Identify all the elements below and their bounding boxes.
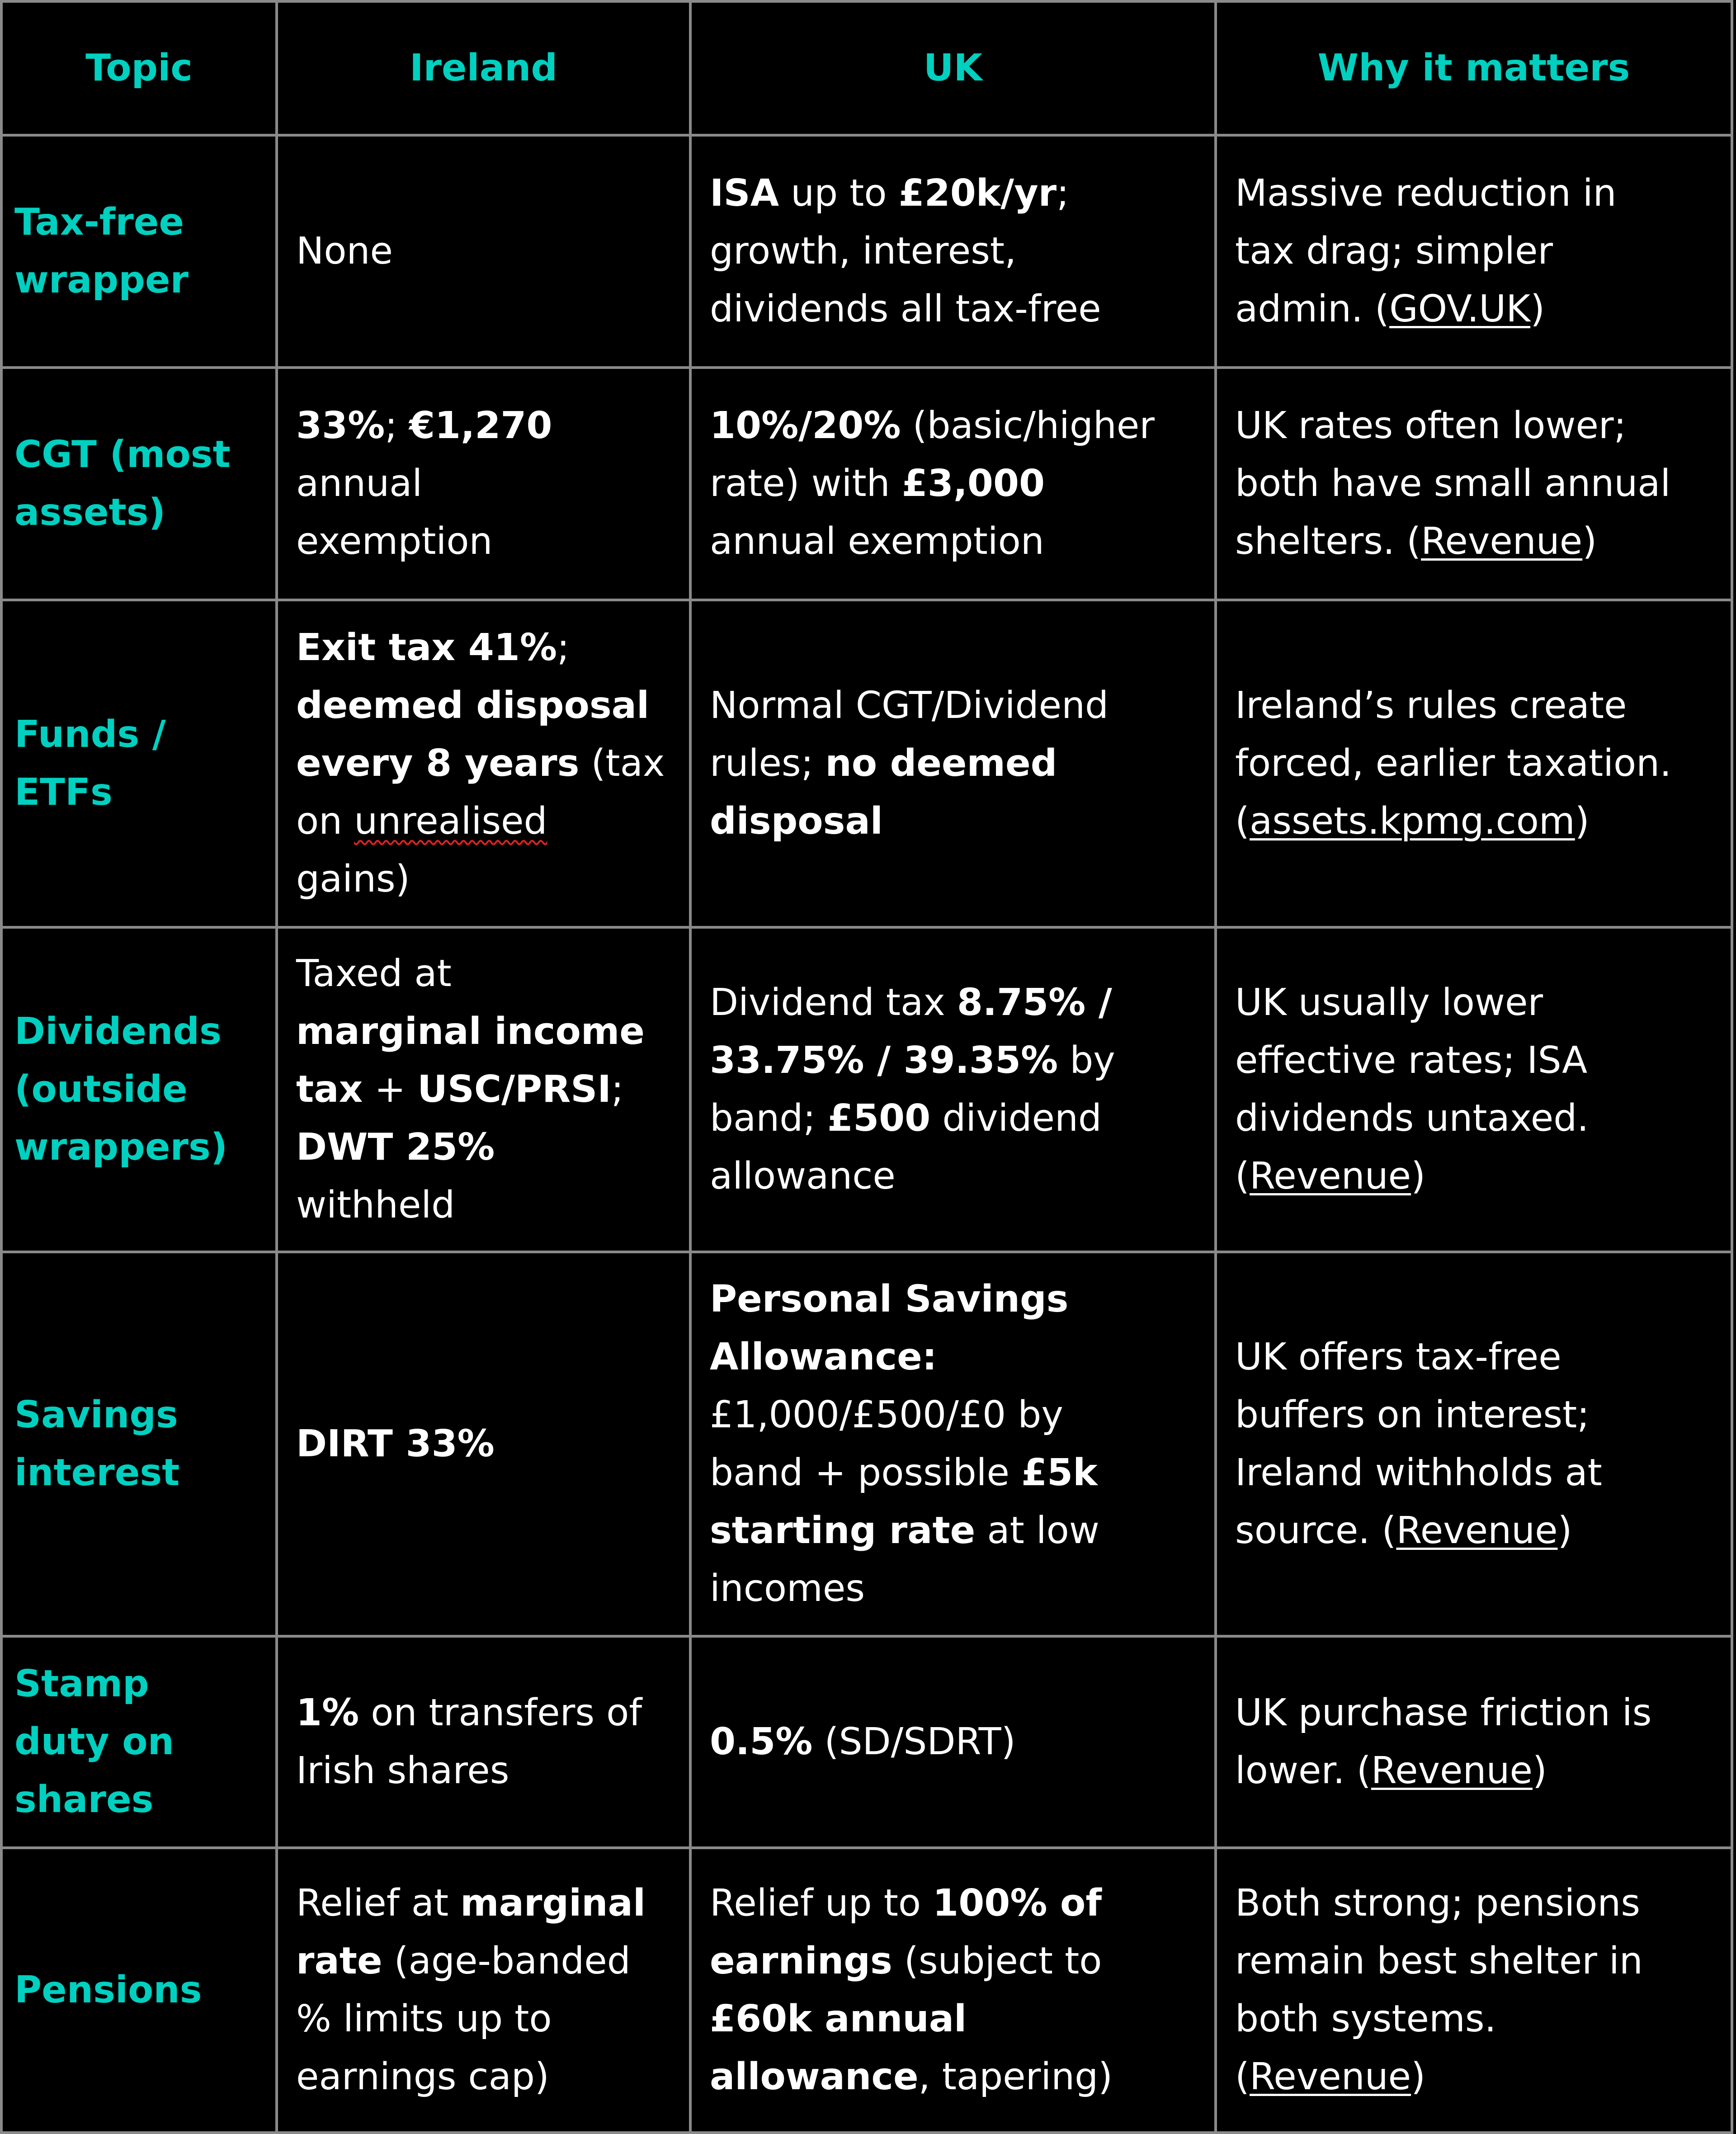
header-ireland: Ireland xyxy=(277,1,690,135)
ireland-cell: DIRT 33% xyxy=(277,1252,690,1636)
topic-cell: CGT (most assets) xyxy=(1,368,277,600)
source-link[interactable]: Revenue xyxy=(1250,1155,1411,1198)
table-row xyxy=(1,368,1732,600)
table-row xyxy=(1,927,1732,1252)
topic-cell: Dividends (outside wrappers) xyxy=(1,927,277,1252)
why-cell: Both strong; pensions remain best shelter in both systems. (Revenue) xyxy=(1216,1848,1732,2133)
topic-cell: Stamp duty on shares xyxy=(1,1636,277,1848)
topic-cell: Savings interest xyxy=(1,1252,277,1636)
table-row xyxy=(1,1636,1732,1848)
source-link[interactable]: Revenue xyxy=(1421,520,1583,563)
source-link[interactable]: GOV.UK xyxy=(1389,288,1531,330)
why-cell: UK rates often lower; both have small annual shelters. (Revenue) xyxy=(1216,368,1732,600)
uk-cell: Normal CGT/Dividend rules; no deemed disposal xyxy=(690,600,1216,927)
table-row xyxy=(1,1252,1732,1636)
source-link[interactable]: assets.kpmg.com xyxy=(1250,800,1575,843)
source-link[interactable]: Revenue xyxy=(1250,2055,1411,2098)
header-row xyxy=(1,1,1732,135)
topic-cell: Tax-free wrapper xyxy=(1,135,277,368)
why-cell: UK offers tax-free buffers on interest; Ireland withholds at source. (Revenue) xyxy=(1216,1252,1732,1636)
ireland-cell: 33%; €1,270 annual exemption xyxy=(277,368,690,600)
spellcheck-word: unrealised xyxy=(354,800,547,843)
header-uk: UK xyxy=(690,1,1216,135)
uk-cell: ISA up to £20k/yr; growth, interest, dividends all tax-free xyxy=(690,135,1216,368)
uk-cell: 0.5% (SD/SDRT) xyxy=(690,1636,1216,1848)
source-link[interactable]: Revenue xyxy=(1396,1509,1558,1552)
uk-cell: Dividend tax 8.75% / 33.75% / 39.35% by band; £500 dividend allowance xyxy=(690,927,1216,1252)
uk-cell: Relief up to 100% of earnings (subject to £60k annual allowance, tapering) xyxy=(690,1848,1216,2133)
uk-cell: Personal Savings Allowance: £1,000/£500/£0 by band + possible £5k starting rate at low incomes xyxy=(690,1252,1216,1636)
header-topic: Topic xyxy=(1,1,277,135)
table-row xyxy=(1,600,1732,927)
source-link[interactable]: Revenue xyxy=(1371,1749,1533,1792)
table-row xyxy=(1,1848,1732,2133)
ireland-cell: 1% on transfers of Irish shares xyxy=(277,1636,690,1848)
why-cell: Ireland’s rules create forced, earlier taxation. (assets.kpmg.com) xyxy=(1216,600,1732,927)
why-cell: UK usually lower effective rates; ISA dividends untaxed. (Revenue) xyxy=(1216,927,1732,1252)
topic-cell: Pensions xyxy=(1,1848,277,2133)
why-cell: Massive reduction in tax drag; simpler admin. (GOV.UK) xyxy=(1216,135,1732,368)
uk-cell: 10%/20% (basic/higher rate) with £3,000 annual exemption xyxy=(690,368,1216,600)
ireland-cell: Taxed at marginal income tax + USC/PRSI; DWT 25% withheld xyxy=(277,927,690,1252)
why-cell: UK purchase friction is lower. (Revenue) xyxy=(1216,1636,1732,1848)
ireland-cell: Relief at marginal rate (age-banded % limits up to earnings cap) xyxy=(277,1848,690,2133)
header-why-it-matters: Why it matters xyxy=(1216,1,1732,135)
ireland-cell: Exit tax 41%; deemed disposal every 8 years (tax on unrealised gains) xyxy=(277,600,690,927)
table-row xyxy=(1,135,1732,368)
topic-cell: Funds / ETFs xyxy=(1,600,277,927)
ireland-cell: None xyxy=(277,135,690,368)
